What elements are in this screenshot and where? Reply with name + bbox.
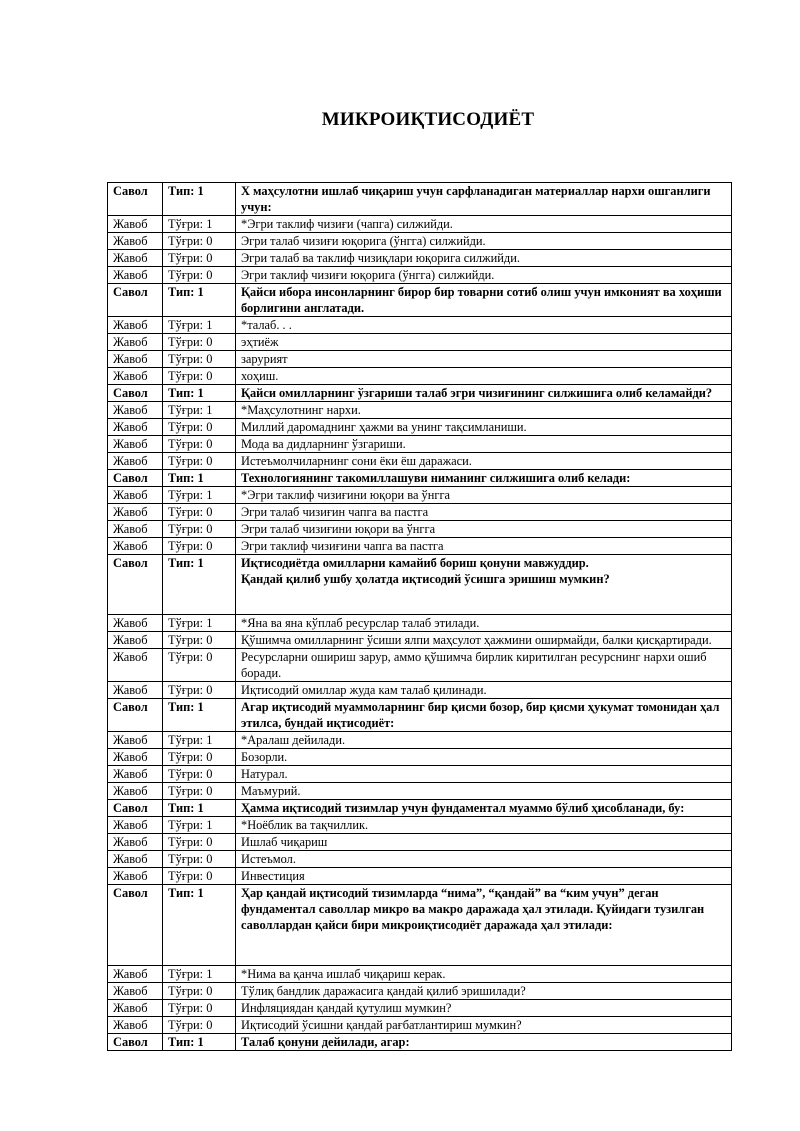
answer-row [108,649,732,682]
answer-text: Маъмурий. [236,783,732,800]
answer-row [108,504,732,521]
answer-label: Жавоб [108,453,163,470]
answer-row [108,267,732,284]
answer-text: Иқтисодий ўсишни қандай рағбатлантириш мумкин? [236,1017,732,1034]
question-label: Савол [108,800,163,817]
answer-correctness: Тўғри: 0 [163,851,236,868]
question-row [108,699,732,732]
answer-text: Истеъмолчиларнинг сони ёки ёш даражаси. [236,453,732,470]
answer-correctness: Тўғри: 1 [163,615,236,632]
question-label: Савол [108,183,163,216]
answer-correctness: Тўғри: 0 [163,1000,236,1017]
answer-text: *Маҳсулотнинг нархи. [236,402,732,419]
question-label: Савол [108,1034,163,1051]
answer-text: Истеъмол. [236,851,732,868]
answer-row [108,682,732,699]
answer-correctness: Тўғри: 0 [163,419,236,436]
question-text: Иқтисодиётда омилларни камайиб бориш қонуни мавжуддир. Қандай қилиб ушбу ҳолатда иқтисодий ўсишга эришиш мумкин? [236,555,732,615]
answer-correctness: Тўғри: 1 [163,817,236,834]
answer-row [108,436,732,453]
question-type: Тип: 1 [163,470,236,487]
answer-text: Мода ва дидларнинг ўзгариши. [236,436,732,453]
question-label: Савол [108,699,163,732]
answer-label: Жавоб [108,250,163,267]
answer-correctness: Тўғри: 0 [163,267,236,284]
answer-text: эҳтиёж [236,334,732,351]
answer-text: Инфляциядан қандай қутулиш мумкин? [236,1000,732,1017]
answer-row [108,851,732,868]
answer-label: Жавоб [108,851,163,868]
answer-label: Жавоб [108,749,163,766]
question-text: Қайси омилларнинг ўзгариши талаб эгри чизиғининг силжишига олиб келамайди? [236,385,732,402]
answer-correctness: Тўғри: 0 [163,538,236,555]
answer-row [108,732,732,749]
question-text: Қайси ибора инсонларнинг бирор бир товарни сотиб олиш учун имконият ва хоҳиши борлигини англатади. [236,284,732,317]
answer-row [108,868,732,885]
answer-row [108,538,732,555]
answer-text: зарурият [236,351,732,368]
question-label: Савол [108,385,163,402]
answer-row [108,1017,732,1034]
answer-text: *Яна ва яна кўплаб ресурслар талаб этилади. [236,615,732,632]
answer-text: *Ноёблик ва тақчиллик. [236,817,732,834]
qa-table-body [108,183,732,1051]
answer-label: Жавоб [108,682,163,699]
answer-row [108,615,732,632]
answer-correctness: Тўғри: 0 [163,766,236,783]
question-type: Тип: 1 [163,885,236,966]
answer-correctness: Тўғри: 0 [163,334,236,351]
answer-label: Жавоб [108,732,163,749]
answer-text: Миллий даромаднинг ҳажми ва унинг тақсимланиши. [236,419,732,436]
answer-row [108,521,732,538]
answer-correctness: Тўғри: 0 [163,436,236,453]
answer-correctness: Тўғри: 0 [163,749,236,766]
answer-label: Жавоб [108,267,163,284]
answer-label: Жавоб [108,436,163,453]
answer-text: *Эгри таклиф чизиғини юқори ва ўнгга [236,487,732,504]
answer-text: Қўшимча омилларнинг ўсиши ялпи маҳсулот ҳажмини оширмайди, балки қисқартиради. [236,632,732,649]
answer-correctness: Тўғри: 1 [163,317,236,334]
answer-correctness: Тўғри: 1 [163,732,236,749]
answer-row [108,216,732,233]
answer-correctness: Тўғри: 0 [163,649,236,682]
answer-row [108,233,732,250]
answer-label: Жавоб [108,1017,163,1034]
question-text: Ҳамма иқтисодий тизимлар учун фундаментал муаммо бўлиб ҳисобланади, бу: [236,800,732,817]
question-row [108,555,732,615]
answer-correctness: Тўғри: 0 [163,1017,236,1034]
answer-row [108,419,732,436]
answer-label: Жавоб [108,615,163,632]
question-row [108,470,732,487]
answer-row [108,817,732,834]
answer-text: *Аралаш дейилади. [236,732,732,749]
answer-label: Жавоб [108,334,163,351]
question-row [108,885,732,966]
question-type: Тип: 1 [163,385,236,402]
question-row [108,183,732,216]
answer-label: Жавоб [108,233,163,250]
answer-correctness: Тўғри: 0 [163,250,236,267]
question-row [108,800,732,817]
answer-row [108,453,732,470]
answer-row [108,351,732,368]
answer-label: Жавоб [108,632,163,649]
document-title: МИКРОИҚТИСОДИЁТ [321,109,535,130]
answer-text: Эгри таклиф чизиғини чапга ва пастга [236,538,732,555]
answer-row [108,966,732,983]
answer-label: Жавоб [108,766,163,783]
question-row [108,385,732,402]
answer-text: Иқтисодий омиллар жуда кам талаб қилинади. [236,682,732,699]
answer-correctness: Тўғри: 0 [163,504,236,521]
question-label: Савол [108,284,163,317]
answer-row [108,983,732,1000]
answer-correctness: Тўғри: 1 [163,402,236,419]
answer-correctness: Тўғри: 0 [163,233,236,250]
answer-correctness: Тўғри: 0 [163,521,236,538]
question-type: Тип: 1 [163,555,236,615]
answer-text: хоҳиш. [236,368,732,385]
answer-correctness: Тўғри: 1 [163,487,236,504]
question-text: Ҳар қандай иқтисодий тизимларда “нима”, “қандай” ва “ким учун” деган фундаментал саволлар микро ва макро даражада ҳал этилади. Қуйидаги тузилган саволлардан қайси бири микроиқтисодиёт даражада ҳал этилади: [236,885,732,966]
question-row [108,1034,732,1051]
question-label: Савол [108,885,163,966]
answer-row [108,632,732,649]
answer-text: Эгри таклиф чизиғи юқорига (ўнгга) силжийди. [236,267,732,284]
answer-text: Ишлаб чиқариш [236,834,732,851]
answer-row [108,834,732,851]
answer-row [108,317,732,334]
answer-label: Жавоб [108,966,163,983]
answer-correctness: Тўғри: 1 [163,216,236,233]
question-text: Талаб қонуни дейилади, агар: [236,1034,732,1051]
answer-row [108,334,732,351]
answer-text: Инвестиция [236,868,732,885]
answer-row [108,749,732,766]
answer-label: Жавоб [108,868,163,885]
answer-text: *талаб. . . [236,317,732,334]
answer-correctness: Тўғри: 0 [163,351,236,368]
answer-correctness: Тўғри: 0 [163,834,236,851]
answer-label: Жавоб [108,504,163,521]
question-text: Агар иқтисодий муаммоларнинг бир қисми бозор, бир қисми ҳукумат томонидан ҳал этилса, бундай иқтисодиёт: [236,699,732,732]
answer-label: Жавоб [108,521,163,538]
answer-row [108,250,732,267]
question-text: Технологиянинг такомиллашуви ниманинг силжишига олиб келади: [236,470,732,487]
answer-row [108,1000,732,1017]
answer-text: Эгри талаб ва таклиф чизиқлари юқорига силжийди. [236,250,732,267]
answer-correctness: Тўғри: 0 [163,453,236,470]
answer-label: Жавоб [108,538,163,555]
answer-label: Жавоб [108,817,163,834]
answer-correctness: Тўғри: 0 [163,983,236,1000]
answer-correctness: Тўғри: 0 [163,783,236,800]
answer-text: *Эгри таклиф чизиғи (чапга) силжийди. [236,216,732,233]
answer-correctness: Тўғри: 0 [163,868,236,885]
answer-row [108,487,732,504]
answer-correctness: Тўғри: 0 [163,682,236,699]
answer-label: Жавоб [108,351,163,368]
question-type: Тип: 1 [163,284,236,317]
answer-text: Ресурсларни ошириш зарур, аммо қўшимча бирлик киритилган ресурснинг нархи ошиб боради. [236,649,732,682]
answer-label: Жавоб [108,368,163,385]
answer-label: Жавоб [108,402,163,419]
answer-correctness: Тўғри: 1 [163,966,236,983]
answer-label: Жавоб [108,317,163,334]
question-type: Тип: 1 [163,699,236,732]
answer-text: *Нима ва қанча ишлаб чиқариш керак. [236,966,732,983]
answer-row [108,368,732,385]
answer-label: Жавоб [108,1000,163,1017]
qa-table [107,182,732,1051]
answer-row [108,402,732,419]
answer-text: Эгри талаб чизиғини юқори ва ўнгга [236,521,732,538]
answer-text: Бозорли. [236,749,732,766]
answer-label: Жавоб [108,983,163,1000]
answer-label: Жавоб [108,783,163,800]
answer-correctness: Тўғри: 0 [163,368,236,385]
question-label: Савол [108,555,163,615]
answer-row [108,783,732,800]
answer-text: Тўлиқ бандлик даражасига қандай қилиб эришилади? [236,983,732,1000]
answer-text: Эгри талаб чизиғи юқорига (ўнгга) силжийди. [236,233,732,250]
question-type: Тип: 1 [163,800,236,817]
question-text: X маҳсулотни ишлаб чиқариш учун сарфланадиган материаллар нархи ошганлиги учун: [236,183,732,216]
answer-row [108,766,732,783]
answer-text: Эгри талаб чизиғин чапга ва пастга [236,504,732,521]
answer-label: Жавоб [108,487,163,504]
answer-label: Жавоб [108,649,163,682]
question-type: Тип: 1 [163,1034,236,1051]
question-type: Тип: 1 [163,183,236,216]
answer-correctness: Тўғри: 0 [163,632,236,649]
answer-label: Жавоб [108,834,163,851]
question-row [108,284,732,317]
answer-label: Жавоб [108,216,163,233]
answer-label: Жавоб [108,419,163,436]
answer-text: Натурал. [236,766,732,783]
question-label: Савол [108,470,163,487]
